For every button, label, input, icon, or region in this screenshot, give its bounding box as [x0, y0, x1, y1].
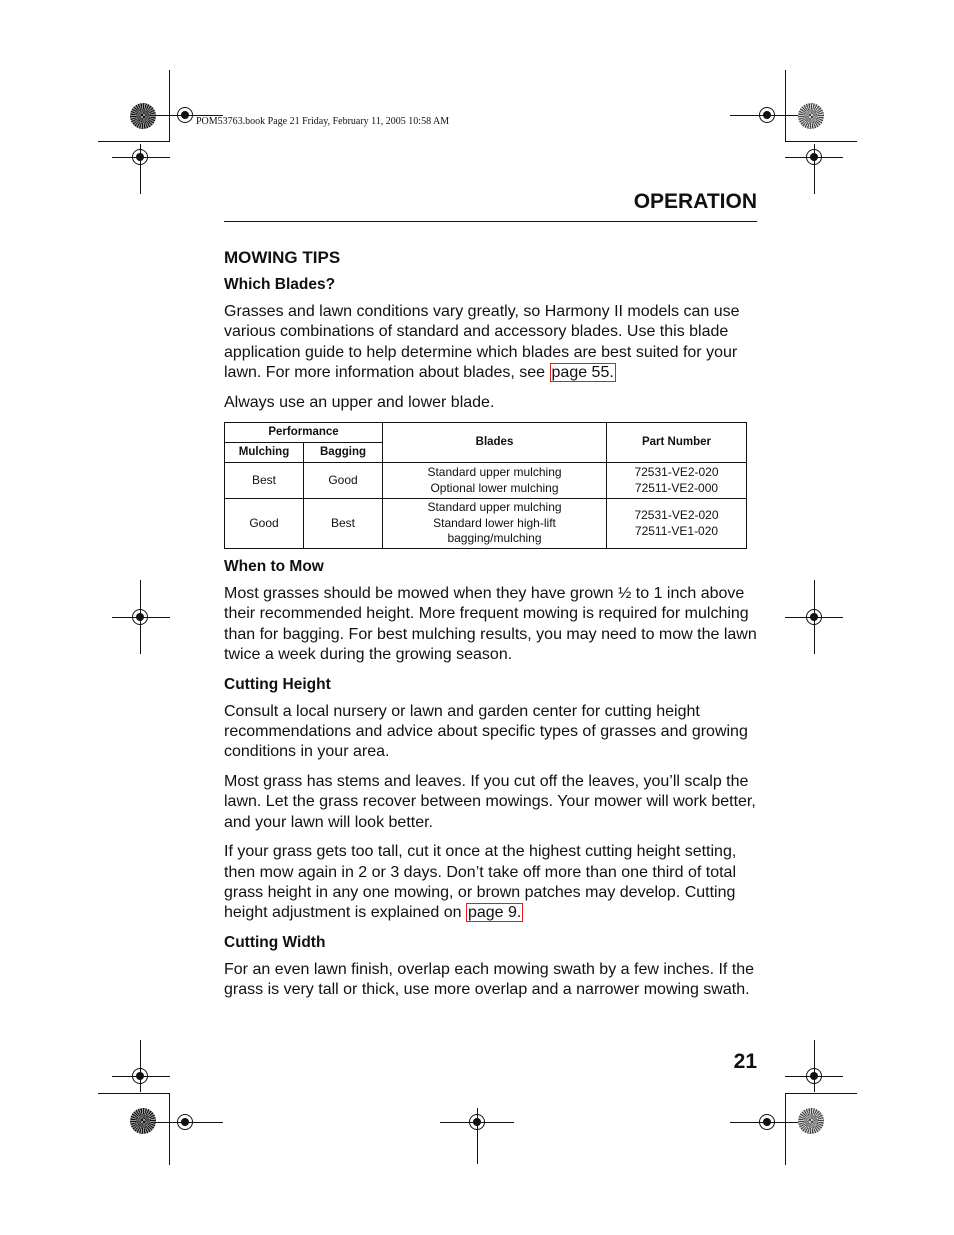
when-to-mow-heading: When to Mow	[224, 558, 324, 576]
registration-target-icon	[759, 1114, 775, 1130]
blade-line: Standard upper mulching	[427, 500, 562, 515]
registration-dial-icon	[798, 103, 824, 129]
blade-line: Optional lower mulching	[430, 480, 559, 495]
blades-header: Blades	[383, 423, 607, 463]
registration-target-icon	[806, 149, 822, 165]
blade-application-table	[224, 422, 747, 549]
registration-target-icon	[806, 609, 822, 625]
cutting-width-heading: Cutting Width	[224, 933, 326, 951]
cutting-height-paragraph-2: Most grass has stems and leaves. If you cut off the leaves, you’ll scalp the lawn. Let the grass recover between mowings. Your mower will work better, and your lawn will look better.	[224, 772, 756, 831]
part-number: 72531-VE2-020	[634, 465, 719, 480]
blades-cell	[383, 463, 607, 499]
cutting-height-paragraph-1: Consult a local nursery or lawn and garden center for cutting height recommendations and advice about specific types of grasses and growing conditions in your area.	[224, 702, 748, 761]
page-content	[224, 248, 759, 1010]
cutting-height-paragraph-3	[224, 842, 759, 924]
when-to-mow-paragraph: Most grasses should be mowed when they have grown ½ to 1 inch above their recommended height. More frequent mowing is required for mulching than for bagging. For best mulching results, you may need to mow the lawn twice a week during the growing season.	[224, 585, 757, 664]
page-9-link[interactable]: page 9.	[467, 904, 522, 922]
registration-dial-icon	[130, 1108, 156, 1134]
table-row	[225, 463, 747, 499]
which-blades-text: Grasses and lawn conditions vary greatly, so Harmony II models can use various combinations of standard and accessory blades. Use this blade application guide to help determine which blades are best suited for your lawn. For more information about blades, see	[224, 303, 740, 382]
which-blades-paragraph	[224, 302, 759, 384]
registration-dial-icon	[130, 103, 156, 129]
bagging-header: Bagging	[304, 443, 383, 463]
page-55-link[interactable]: page 55.	[551, 364, 614, 382]
registration-target-icon	[132, 1068, 148, 1084]
section-divider	[224, 221, 757, 222]
blade-line: Standard lower high-lift	[433, 515, 556, 530]
table-row	[225, 499, 747, 549]
part-number-header: Part Number	[607, 423, 747, 463]
registration-target-icon	[132, 609, 148, 625]
registration-target-icon	[132, 149, 148, 165]
blade-line: Standard upper mulching	[427, 465, 562, 480]
part-number-cell	[607, 499, 747, 549]
section-title: OPERATION	[633, 190, 757, 213]
which-blades-heading: Which Blades?	[224, 276, 336, 293]
registration-target-icon	[759, 107, 775, 123]
book-info-header: POM53763.book Page 21 Friday, February 11, 2005 10:58 AM	[196, 116, 450, 127]
bagging-cell: Best	[304, 499, 383, 549]
part-number-cell	[607, 463, 747, 499]
performance-header: Performance	[225, 423, 383, 443]
page-number: 21	[733, 1050, 757, 1073]
bagging-cell: Good	[304, 463, 383, 499]
registration-target-icon	[806, 1068, 822, 1084]
cutting-width-paragraph: For an even lawn finish, overlap each mowing swath by a few inches. If the grass is very tall or thick, use more overlap and a narrower mowing swath.	[224, 960, 755, 999]
cutting-height-heading: Cutting Height	[224, 675, 331, 693]
blade-note: Always use an upper and lower blade.	[224, 393, 495, 411]
mulching-header: Mulching	[225, 443, 304, 463]
mowing-tips-title: MOWING TIPS	[224, 248, 341, 267]
registration-dial-icon	[798, 1108, 824, 1134]
part-number: 72511-VE1-020	[634, 523, 719, 538]
registration-target-icon	[177, 107, 193, 123]
blades-cell	[383, 499, 607, 549]
part-number: 72511-VE2-000	[634, 480, 719, 495]
blade-line: bagging/mulching	[447, 531, 542, 546]
mulching-cell: Best	[225, 463, 304, 499]
mulching-cell: Good	[225, 499, 304, 549]
registration-target-icon	[177, 1114, 193, 1130]
registration-target-icon	[469, 1114, 485, 1130]
part-number: 72531-VE2-020	[634, 508, 719, 523]
cutting-height-text: If your grass gets too tall, cut it once at the highest cutting height setting, then mow again in 2 or 3 days. Don’t take off more than one third of total grass height in any one mowing, or brown patches may develop. Cutting height adjustment is explained on	[224, 843, 737, 922]
